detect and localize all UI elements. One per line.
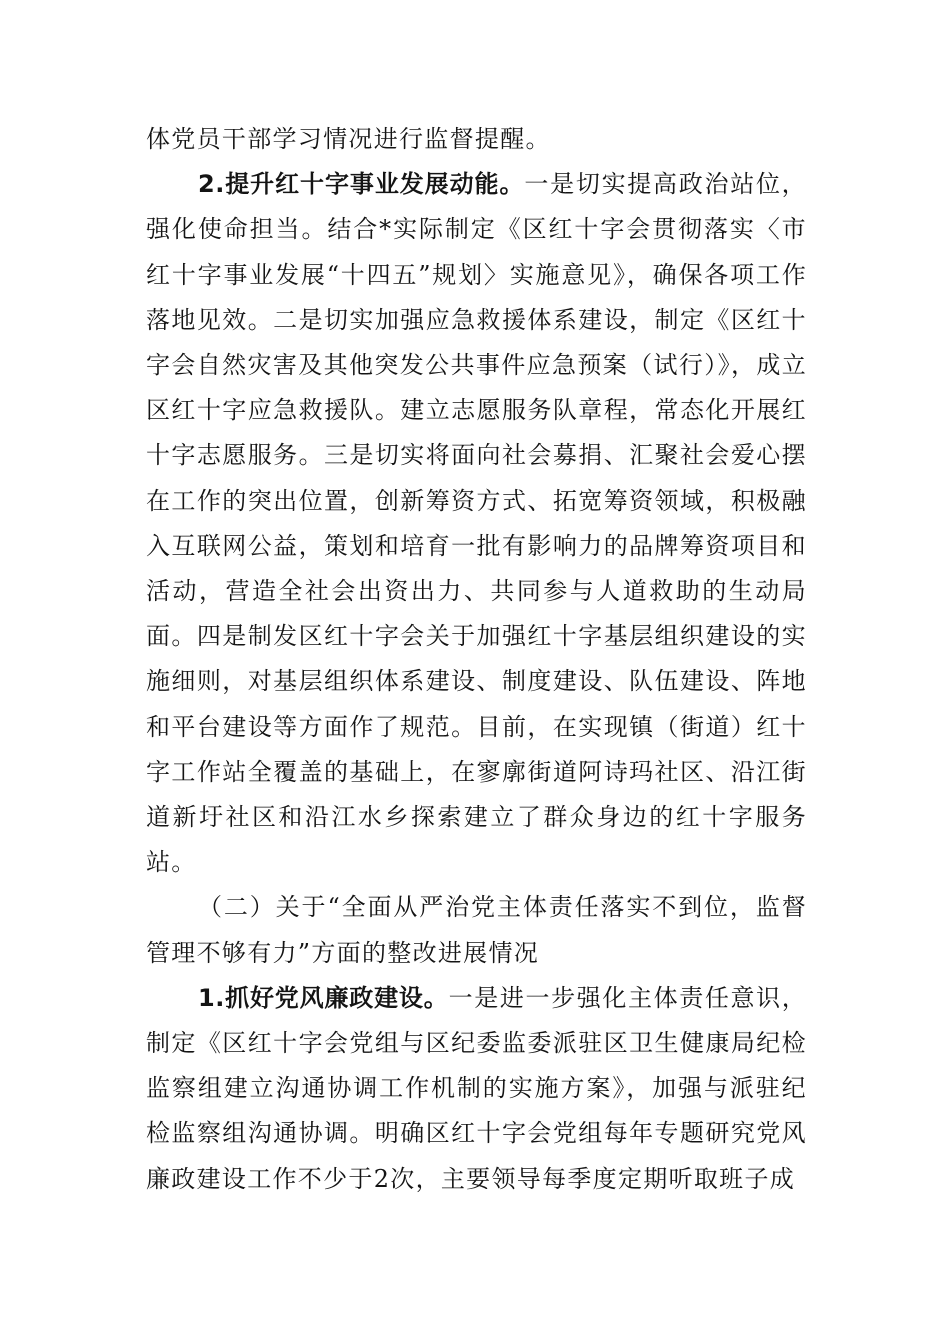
item-2-body: 一是切实提高政治站位，强化使命担当。结合*实际制定《区红十字会贯彻落实〈市红十字事业发展“十四五”规划〉实施意见》，确保各项工作落地见效。二是切实加强应急救援体系建设，制定《区红十字会自然灾害及其他突发公共事件应急预案（试行）》，成立区红十字应急救援队。建立志愿服务队章程，常态化开展红十字志愿服务。三是切实将面向社会募捐、汇聚社会爱心摆在工作的突出位置，创新筹资方式、拓宽筹资领域，积极融入互联网公益，策划和培育一批有影响力的品牌筹资项目和活动，营造全社会出资出力、共同参与人道救助的生动局面。四是制发区红十字会关于加强红十字基层组织建设的实施细则，对基层组织体系建设、制度建设、队伍建设、阵地和平台建设等方面作了规范。目前，在实现镇（街道）红十字工作站全覆盖的基础上，在寥廓街道阿诗玛社区、沿江街道新圩社区和沿江水乡探索建立了群众身边的红十字服务站。 [146,170,807,877]
document-body [146,117,807,1202]
item-1-heading: 1.抓好党风廉政建设。 [198,983,449,1012]
item-2-paragraph [146,162,807,885]
section-2-heading: （二）关于“全面从严治党主体责任落实不到位，监督管理不够有力”方面的整改进展情况 [146,893,807,967]
item-1-body: 一是进一步强化主体责任意识，制定《区红十字会党组与区纪委监委派驻区卫生健康局纪检监察组建立沟通协调工作机制的实施方案》，加强与派驻纪检监察组沟通协调。明确区红十字会党组每年专题研究党风廉政建设工作不少于2次，主要领导每季度定期听取班子成 [146,983,807,1193]
continuation-paragraph: 体党员干部学习情况进行监督提醒。 [146,125,551,153]
item-2-heading: 2.提升红十字事业发展动能。 [198,170,525,199]
item-1-paragraph [146,976,807,1202]
